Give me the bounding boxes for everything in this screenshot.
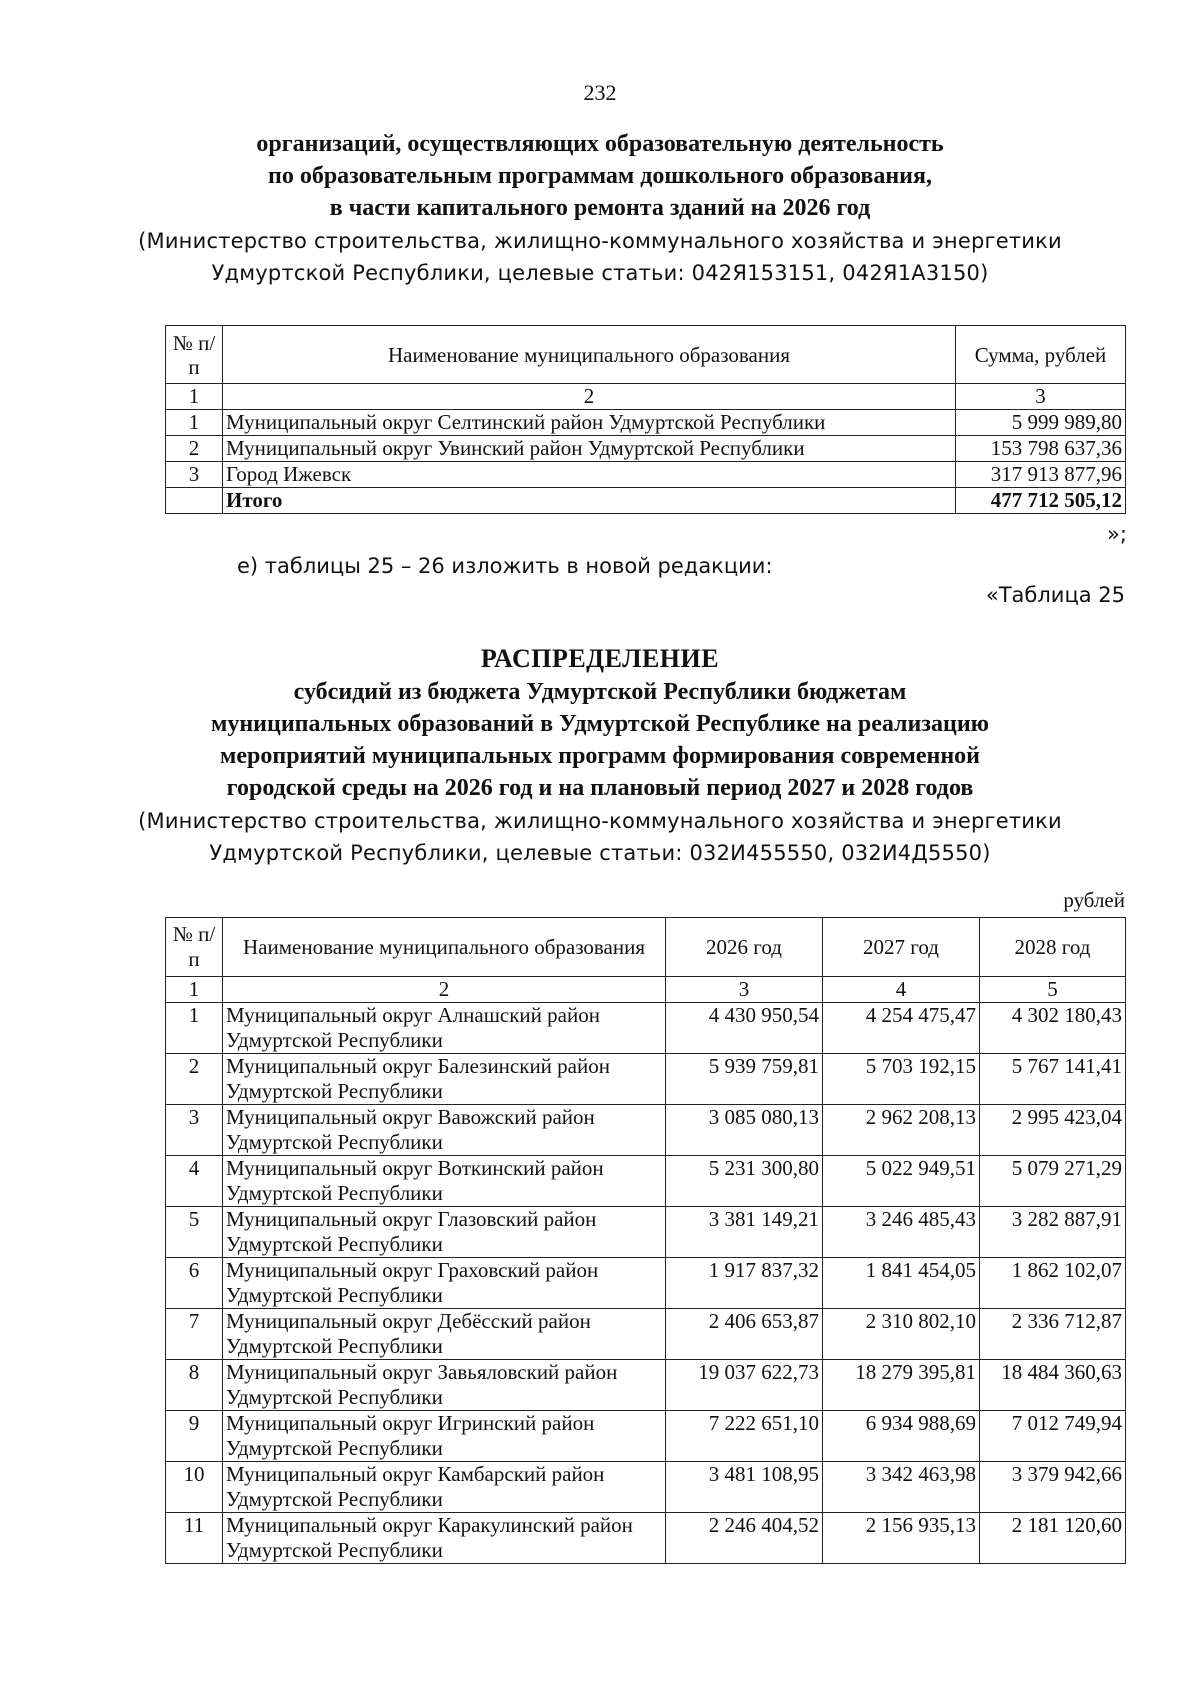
- row-2028: 1 862 102,07: [980, 1258, 1126, 1309]
- row-name: Муниципальный округ Граховский район Удмуртской Республики: [223, 1258, 666, 1309]
- row-2027: 2 310 802,10: [823, 1309, 980, 1360]
- row-2028: 2 995 423,04: [980, 1105, 1126, 1156]
- index-cell: 1: [166, 977, 223, 1003]
- table-header-row: [166, 326, 1126, 384]
- row-2027: 3 342 463,98: [823, 1462, 980, 1513]
- section1-table: [165, 325, 1126, 514]
- section1-title-line-2: по образовательным программам дошкольного образования,: [268, 163, 932, 189]
- table-row: [166, 1054, 1126, 1105]
- total-sum: 477 712 505,12: [956, 488, 1126, 514]
- row-2027: 4 254 475,47: [823, 1003, 980, 1054]
- row-name: Муниципальный округ Алнашский район Удмуртской Республики: [223, 1003, 666, 1054]
- row-2026: 2 406 653,87: [666, 1309, 823, 1360]
- row-num: 3: [166, 462, 223, 488]
- section1-title-line-1: организаций, осуществляющих образовательную деятельность: [256, 131, 944, 157]
- row-2026: 3 085 080,13: [666, 1105, 823, 1156]
- row-name: Муниципальный округ Балезинский район Удмуртской Республики: [223, 1054, 666, 1105]
- header-num: № п/п: [166, 918, 223, 977]
- row-name: Муниципальный округ Увинский район Удмуртской Республики: [223, 436, 956, 462]
- row-2027: 2 962 208,13: [823, 1105, 980, 1156]
- row-sum: 317 913 877,96: [956, 462, 1126, 488]
- table-label: «Таблица 25: [985, 583, 1125, 607]
- row-2027: 1 841 454,05: [823, 1258, 980, 1309]
- row-name: Муниципальный округ Вавожский район Удмуртской Республики: [223, 1105, 666, 1156]
- row-2028: 2 181 120,60: [980, 1513, 1126, 1564]
- row-num: 8: [166, 1360, 223, 1411]
- row-name: Город Ижевск: [223, 462, 956, 488]
- row-sum: 153 798 637,36: [956, 436, 1126, 462]
- table-row: [166, 436, 1126, 462]
- index-cell: 5: [980, 977, 1126, 1003]
- row-name: Муниципальный округ Воткинский район Удмуртской Республики: [223, 1156, 666, 1207]
- row-num: 5: [166, 1207, 223, 1258]
- row-2026: 3 481 108,95: [666, 1462, 823, 1513]
- section2-subtitle-line-2: муниципальных образований в Удмуртской Республике на реализацию: [211, 711, 989, 737]
- table-row: [166, 1513, 1126, 1564]
- section2-note-line-1: (Министерство строительства, жилищно-коммунального хозяйства и энергетики: [138, 809, 1062, 833]
- section1-subtitle-line-1: (Министерство строительства, жилищно-коммунального хозяйства и энергетики: [138, 229, 1062, 253]
- row-2026: 3 381 149,21: [666, 1207, 823, 1258]
- table-index-row: [166, 384, 1126, 410]
- index-cell: 3: [956, 384, 1126, 410]
- table-row: [166, 1309, 1126, 1360]
- table-row: [166, 1411, 1126, 1462]
- row-num: 1: [166, 410, 223, 436]
- row-num: 6: [166, 1258, 223, 1309]
- closing-quote: »;: [1107, 522, 1127, 546]
- row-num: 2: [166, 436, 223, 462]
- row-num: 4: [166, 1156, 223, 1207]
- table-row: [166, 1462, 1126, 1513]
- row-2026: 7 222 651,10: [666, 1411, 823, 1462]
- row-2028: 5 767 141,41: [980, 1054, 1126, 1105]
- section2-subtitle-line-3: мероприятий муниципальных программ формирования современной: [220, 743, 980, 769]
- row-2028: 18 484 360,63: [980, 1360, 1126, 1411]
- row-name: Муниципальный округ Каракулинский район Удмуртской Республики: [223, 1513, 666, 1564]
- table-row: [166, 1105, 1126, 1156]
- row-name: Муниципальный округ Камбарский район Удмуртской Республики: [223, 1462, 666, 1513]
- row-2026: 5 939 759,81: [666, 1054, 823, 1105]
- row-2028: 5 079 271,29: [980, 1156, 1126, 1207]
- row-num: 1: [166, 1003, 223, 1054]
- row-2026: 2 246 404,52: [666, 1513, 823, 1564]
- row-2026: 5 231 300,80: [666, 1156, 823, 1207]
- table-row: [166, 1156, 1126, 1207]
- row-num: 7: [166, 1309, 223, 1360]
- header-2027: 2027 год: [823, 918, 980, 977]
- row-name: Муниципальный округ Глазовский район Удмуртской Республики: [223, 1207, 666, 1258]
- row-num: 11: [166, 1513, 223, 1564]
- table-index-row: [166, 977, 1126, 1003]
- table-row: [166, 1360, 1126, 1411]
- section2-subtitle-line-1: субсидий из бюджета Удмуртской Республики бюджетам: [293, 679, 907, 705]
- row-2028: 3 379 942,66: [980, 1462, 1126, 1513]
- row-2027: 6 934 988,69: [823, 1411, 980, 1462]
- table-row: [166, 462, 1126, 488]
- row-2028: 4 302 180,43: [980, 1003, 1126, 1054]
- row-2028: 7 012 749,94: [980, 1411, 1126, 1462]
- page-number: 232: [583, 80, 617, 105]
- table-row: [166, 410, 1126, 436]
- section2-table: [165, 917, 1126, 1564]
- row-num: 9: [166, 1411, 223, 1462]
- row-2026: 1 917 837,32: [666, 1258, 823, 1309]
- row-num: 3: [166, 1105, 223, 1156]
- row-2027: 3 246 485,43: [823, 1207, 980, 1258]
- section2-title: РАСПРЕДЕЛЕНИЕ: [480, 644, 720, 673]
- row-2028: 2 336 712,87: [980, 1309, 1126, 1360]
- header-name: Наименование муниципального образования: [223, 918, 666, 977]
- section1-title-line-3: в части капитального ремонта зданий на 2026 год: [329, 195, 871, 221]
- amendment-text: е) таблицы 25 – 26 изложить в новой редакции:: [237, 554, 773, 578]
- total-empty-cell: [166, 488, 223, 514]
- table-row: [166, 1003, 1126, 1054]
- row-name: Муниципальный округ Игринский район Удмуртской Республики: [223, 1411, 666, 1462]
- header-sum: Сумма, рублей: [956, 326, 1126, 384]
- section2-note-line-2: Удмуртской Республики, целевые статьи: 032И455550, 032И4Д5550): [209, 841, 991, 865]
- row-name: Муниципальный округ Селтинский район Удмуртской Республики: [223, 410, 956, 436]
- table-row: [166, 1258, 1126, 1309]
- section2-subtitle-line-4: городской среды на 2026 год и на плановый период 2027 и 2028 годов: [226, 775, 974, 801]
- header-name: Наименование муниципального образования: [223, 326, 956, 384]
- section1-subtitle-line-2: Удмуртской Республики, целевые статьи: 042Я153151, 042Я1А3150): [211, 261, 989, 285]
- index-cell: 4: [823, 977, 980, 1003]
- row-2026: 4 430 950,54: [666, 1003, 823, 1054]
- row-num: 2: [166, 1054, 223, 1105]
- total-label: Итого: [223, 488, 956, 514]
- row-2026: 19 037 622,73: [666, 1360, 823, 1411]
- units-label: рублей: [1063, 888, 1125, 912]
- table-total-row: [166, 488, 1126, 514]
- header-num: № п/п: [166, 326, 223, 384]
- index-cell: 2: [223, 384, 956, 410]
- row-2027: 5 703 192,15: [823, 1054, 980, 1105]
- index-cell: 1: [166, 384, 223, 410]
- row-name: Муниципальный округ Дебёсский район Удмуртской Республики: [223, 1309, 666, 1360]
- table-row: [166, 1207, 1126, 1258]
- row-sum: 5 999 989,80: [956, 410, 1126, 436]
- header-2028: 2028 год: [980, 918, 1126, 977]
- index-cell: 3: [666, 977, 823, 1003]
- row-2027: 2 156 935,13: [823, 1513, 980, 1564]
- table-header-row: [166, 918, 1126, 977]
- row-name: Муниципальный округ Завьяловский район Удмуртской Республики: [223, 1360, 666, 1411]
- header-2026: 2026 год: [666, 918, 823, 977]
- row-num: 10: [166, 1462, 223, 1513]
- row-2028: 3 282 887,91: [980, 1207, 1126, 1258]
- row-2027: 18 279 395,81: [823, 1360, 980, 1411]
- row-2027: 5 022 949,51: [823, 1156, 980, 1207]
- index-cell: 2: [223, 977, 666, 1003]
